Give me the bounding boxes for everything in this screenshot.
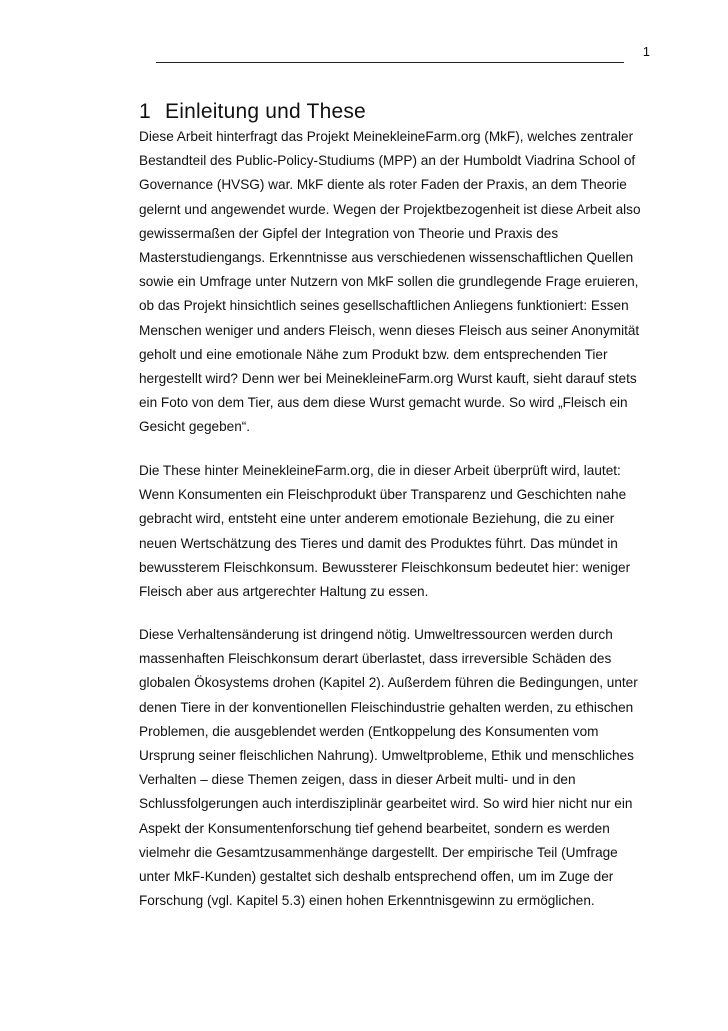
paragraph-intro [139,125,659,440]
text-line: Masterstudiengangs. Erkenntnisse aus verschiedenen wissenschaftlichen Quellen [139,250,634,266]
text-line: Verhalten – diese Themen zeigen, dass in dieser Arbeit multi- und in den [139,772,576,788]
text-line: gelernt und angewendet wurde. Wegen der Projektbezogenheit ist diese Arbeit also [139,201,641,217]
text-line: vielmehr die Gesamtzusammenhänge dargestellt. Der empirische Teil (Umfrage [139,844,618,860]
text-line: geholt und eine emotionale Nähe zum Produkt bzw. dem entsprechenden Tier [139,346,608,362]
text-line: denen Tiere in der konventionellen Fleischindustrie gehalten werden, zu ethischen [139,699,634,715]
text-line: sowie ein Umfrage unter Nutzern von MkF sollen die grundlegende Frage eruieren, [139,274,639,290]
text-line: Aspekt der Konsumentenforschung tief gehend bearbeitet, sondern es werden [139,820,610,836]
paragraph-thesis [139,459,659,604]
text-line: hergestellt wird? Denn wer bei MeinekleineFarm.org Wurst kauft, sieht darauf stets [139,371,637,387]
text-line: Gesicht gegeben“. [139,419,251,435]
text-line: ob das Projekt hinsichtlich seines gesellschaftlichen Anliegens funktioniert: Essen [139,298,629,314]
text-line: Die These hinter MeinekleineFarm.org, die in dieser Arbeit überprüft wird, lautet: [139,463,621,478]
text-line: gebracht wird, entsteht eine unter anderem emotionale Beziehung, die zu einer [139,511,615,527]
text-line: Schlussfolgerungen auch interdisziplinär gearbeitet wird. So wird hier nicht nur ein [139,796,633,812]
text-line: neuen Wertschätzung des Tieres und damit des Produktes führt. Das mündet in [139,535,618,551]
section-title: Einleitung und These [165,100,366,123]
section-heading [139,99,366,125]
text-line: bewussterem Fleischkonsum. Bewussterer Fleischkonsum bedeutet hier: weniger [139,559,631,575]
text-line: Wenn Konsumenten ein Fleischprodukt über Transparenz und Geschichten nahe [139,487,627,503]
section-number: 1 [139,100,151,123]
text-line: Problemen, die ausgeblendet werden (Entkoppelung des Konsumenten vom [139,723,599,739]
page-number: 1 [642,44,650,59]
text-line: globalen Ökosystems drohen (Kapitel 2). Außerdem führen die Bedingungen, unter [139,675,638,691]
text-line: Forschung (vgl. Kapitel 5.3) einen hohen Erkenntnisgewinn zu ermöglichen. [139,893,595,909]
text-line: Ursprung seiner fleischlichen Nahrung). Umweltprobleme, Ethik und menschliches [139,748,634,764]
text-line: Fleisch aber aus artgerechter Haltung zu essen. [139,584,429,600]
text-line: gewissermaßen der Gipfel der Integration von Theorie und Praxis des [139,225,559,241]
text-line: ein Foto von dem Tier, aus dem diese Wurst gemacht wurde. So wird „Fleisch ein [139,395,628,411]
text-line: Diese Verhaltensänderung ist dringend nötig. Umweltressourcen werden durch [139,627,613,642]
text-line: Bestandteil des Public-Policy-Studiums (MPP) an der Humboldt Viadrina School of [139,153,636,169]
header-rule [156,62,624,63]
text-line: massenhaften Fleischkonsum derart überlastet, dass irreversible Schäden des [139,651,612,667]
text-line: Governance (HVSG) war. MkF diente als roter Faden der Praxis, an dem Theorie [139,177,627,193]
text-line: Diese Arbeit hinterfragt das Projekt MeinekleineFarm.org (MkF), welches zentraler [139,129,634,144]
paragraph-motivation [139,623,659,913]
text-line: Menschen weniger und anders Fleisch, wenn dieses Fleisch aus seiner Anonymität [139,322,640,338]
text-line: unter MkF-Kunden) gestaltet sich deshalb entsprechend offen, um im Zuge der [139,869,614,885]
